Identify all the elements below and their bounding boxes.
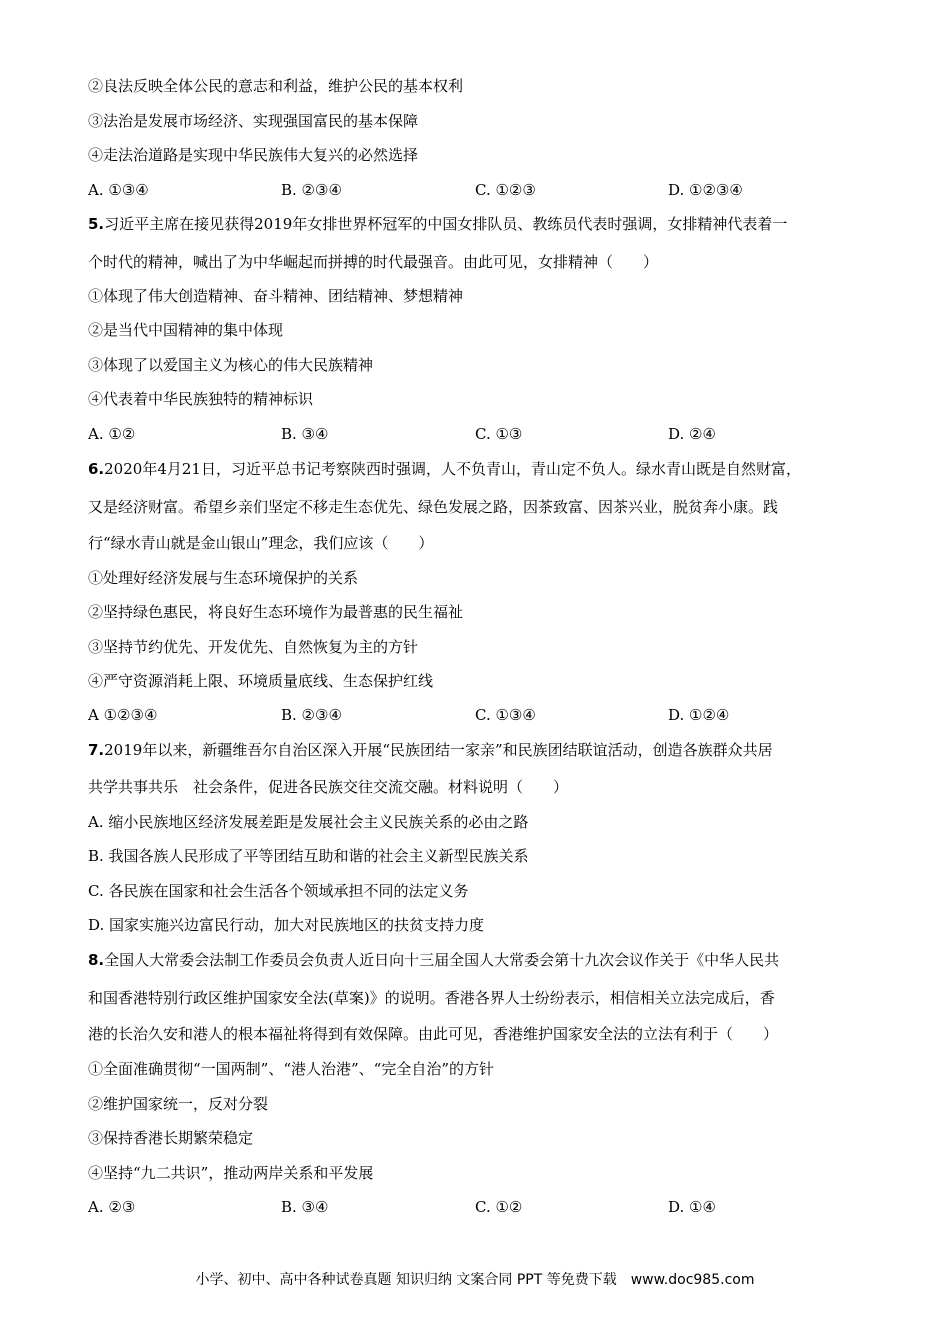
q8-stem-line-1 xyxy=(88,950,779,970)
q6-item-3: ③坚持节约优先、开发优先、自然恢复为主的方针 xyxy=(88,638,419,656)
q7-option-c: C. 各民族在国家和社会生活各个领域承担不同的法定义务 xyxy=(88,882,469,900)
q6-item-1: ①处理好经济发展与生态环境保护的关系 xyxy=(88,569,359,587)
q8-option-c: C. ①② xyxy=(475,1198,523,1216)
q8-option-b: B. ③④ xyxy=(281,1198,329,1216)
q4-option-d: D. ①②③④ xyxy=(668,181,743,199)
q5-option-d: D. ②④ xyxy=(668,425,716,443)
q6-option-c: C. ①③④ xyxy=(475,706,536,724)
q5-item-2: ②是当代中国精神的集中体现 xyxy=(88,321,284,339)
q5-option-a: A. ①② xyxy=(88,425,136,443)
q4-option-a: A. ①③④ xyxy=(88,181,149,199)
q8-item-4: ④坚持“九二共识”，推动两岸关系和平发展 xyxy=(88,1164,374,1182)
q5-item-1: ①体现了伟大创造精神、奋斗精神、团结精神、梦想精神 xyxy=(88,287,464,305)
q5-option-c: C. ①③ xyxy=(475,425,523,443)
q6-stem-line-3: 行“绿水青山就是金山银山”理念，我们应该（ ） xyxy=(88,534,434,552)
q8-stem-line-3: 港的长治久安和港人的根本福祉将得到有效保障。由此可见，香港维护国家安全法的立法有利于（ ） xyxy=(88,1025,779,1043)
q6-option-d: D. ①②④ xyxy=(668,706,730,724)
q8-stem-line-2: 和国香港特别行政区维护国家安全法(草案)》的说明。香港各界人士纷纷表示，相信相关立法完成后，香 xyxy=(88,989,775,1007)
q5-stem-text-1: 习近平主席在接见获得2019年女排世界杯冠军的中国女排队员、教练员代表时强调，女排精神代表着一 xyxy=(104,215,788,233)
footer-download-notice: 小学、初中、高中各种试卷真题 知识归纳 文案合同 PPT 等免费下载 www.doc985.com xyxy=(195,1272,755,1288)
q8-number: 8. xyxy=(88,951,105,969)
q6-number: 6. xyxy=(88,460,105,478)
q7-number: 7. xyxy=(88,741,105,759)
q5-stem-line-1 xyxy=(88,214,787,234)
q5-option-b: B. ③④ xyxy=(281,425,329,443)
q4-item-4: ④走法治道路是实现中华民族伟大复兴的必然选择 xyxy=(88,146,419,164)
q7-stem-text-1: 2019年以来，新疆维吾尔自治区深入开展“民族团结一家亲”和民族团结联谊活动，创造各族群众共居 xyxy=(104,741,773,759)
q7-stem-line-2: 共学共事共乐 社会条件，促进各民族交往交流交融。材料说明（ ） xyxy=(88,778,569,796)
q6-item-2: ②坚持绿色惠民，将良好生态环境作为最普惠的民生福祉 xyxy=(88,603,464,621)
q7-option-d: D. 国家实施兴边富民行动，加大对民族地区的扶贫支持力度 xyxy=(88,916,485,934)
q7-option-b: B. 我国各族人民形成了平等团结互助和谐的社会主义新型民族关系 xyxy=(88,847,529,865)
q4-item-2: ②良法反映全体公民的意志和利益，维护公民的基本权利 xyxy=(88,77,464,95)
q5-stem-line-2: 个时代的精神，喊出了为中华崛起而拼搏的时代最强音。由此可见，女排精神（ ） xyxy=(88,253,659,271)
q4-option-c: C. ①②③ xyxy=(475,181,536,199)
q6-stem-line-1 xyxy=(88,459,801,479)
q6-option-b: B. ②③④ xyxy=(281,706,342,724)
q8-option-a: A. ②③ xyxy=(88,1198,136,1216)
q6-stem-line-2: 又是经济财富。希望乡亲们坚定不移走生态优先、绿色发展之路，因茶致富、因茶兴业，脱贫奔小康。践 xyxy=(88,498,779,516)
q5-number: 5. xyxy=(88,215,105,233)
q4-item-3: ③法治是发展市场经济、实现强国富民的基本保障 xyxy=(88,112,419,130)
q5-item-3: ③体现了以爱国主义为核心的伟大民族精神 xyxy=(88,356,374,374)
q8-item-2: ②维护国家统一，反对分裂 xyxy=(88,1095,269,1113)
q8-item-1: ①全面准确贯彻“一国两制”、“港人治港”、“完全自治”的方针 xyxy=(88,1060,495,1078)
q7-option-a: A. 缩小民族地区经济发展差距是发展社会主义民族关系的必由之路 xyxy=(88,813,529,831)
q4-option-b: B. ②③④ xyxy=(281,181,342,199)
q6-item-4: ④严守资源消耗上限、环境质量底线、生态保护红线 xyxy=(88,672,434,690)
q6-stem-text-1: 2020年4月21日，习近平总书记考察陕西时强调，人不负青山，青山定不负人。绿水青山既是自然财富， xyxy=(104,460,801,478)
q8-option-d: D. ①④ xyxy=(668,1198,716,1216)
q8-item-3: ③保持香港长期繁荣稳定 xyxy=(88,1129,254,1147)
q8-stem-text-1: 全国人大常委会法制工作委员会负责人近日向十三届全国人大常委会第十九次会议作关于《中华人民共 xyxy=(104,951,780,969)
q6-option-a: A ①②③④ xyxy=(88,706,158,724)
q5-item-4: ④代表着中华民族独特的精神标识 xyxy=(88,390,314,408)
q7-stem-line-1 xyxy=(88,740,773,760)
